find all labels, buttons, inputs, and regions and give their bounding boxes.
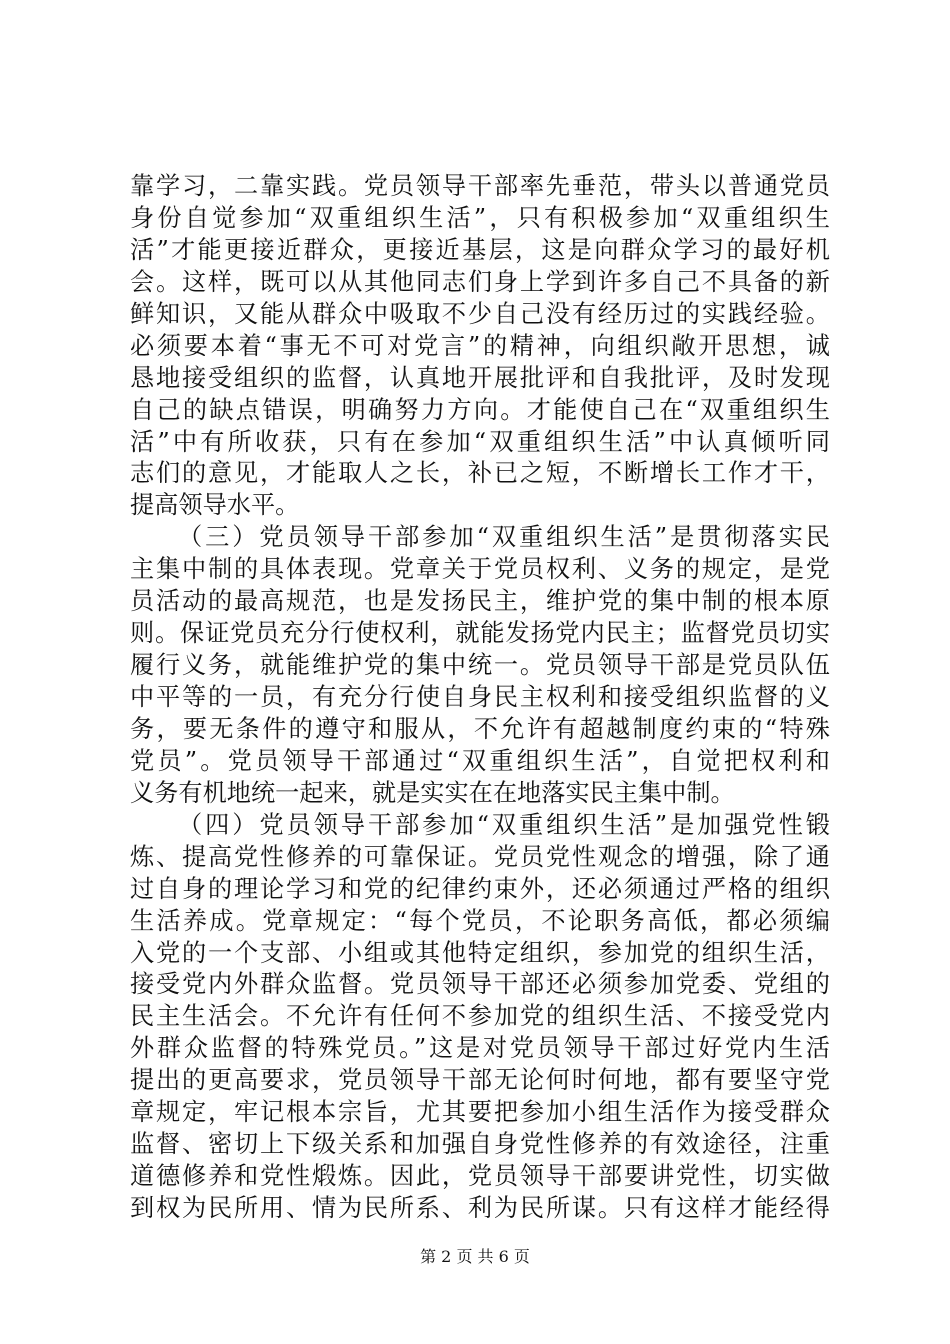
text-line: 外群众监督的特殊党员。”这是对党员领导干部过好党内生活 — [130, 1034, 830, 1063]
text-line: 党员”。党员领导干部通过“双重组织生活”，自觉把权利和 — [130, 746, 830, 775]
paragraph-1 — [130, 171, 830, 522]
paragraph-2 — [130, 522, 830, 809]
text-line: 道德修养和党性煅炼。因此，党员领导干部要讲党性，切实做 — [130, 1162, 830, 1191]
text-line: 身份自觉参加“双重组织生活”，只有积极参加“双重组织生 — [130, 203, 830, 232]
text-line: 必须要本着“事无不可对党言”的精神，向组织敞开思想，诚 — [130, 331, 830, 360]
text-line: （三）党员领导干部参加“双重组织生活”是贯彻落实民 — [178, 523, 830, 552]
text-line: 提高领导水平。 — [130, 491, 300, 520]
text-line: 则。保证党员充分行使权利，就能发扬党内民主；监督党员切实 — [130, 619, 830, 648]
text-line: 入党的一个支部、小组或其他特定组织，参加党的组织生活， — [130, 938, 830, 967]
text-line: 中平等的一员，有充分行使自身民主权利和接受组织监督的义 — [130, 683, 830, 711]
text-line: 志们的意见，才能取人之长，补已之短，不断增长工作才干， — [130, 459, 830, 488]
body-text — [130, 171, 830, 1225]
text-line: 自己的缺点错误，明确努力方向。才能使自己在“双重组织生 — [130, 395, 830, 424]
text-line: 鲜知识，又能从群众中吸取不少自己没有经历过的实践经验。 — [130, 299, 830, 328]
text-line: 民主生活会。不允许有任何不参加党的组织生活、不接受党内 — [130, 1002, 830, 1031]
text-line: 会。这样，既可以从其他同志们身上学到许多自己不具备的新 — [130, 267, 830, 296]
text-line: 靠学习，二靠实践。党员领导干部率先垂范，带头以普通党员 — [130, 172, 830, 200]
text-line: 过自身的理论学习和党的纪律约束外，还必须通过严格的组织 — [130, 874, 830, 903]
text-line: 履行义务，就能维护党的集中统一。党员领导干部是党员队伍 — [130, 651, 830, 680]
text-line: 活”才能更接近群众，更接近基层，这是向群众学习的最好机 — [130, 235, 830, 264]
page-number-footer: 第 2 页 共 6 页 — [420, 1247, 530, 1266]
text-line: 员活动的最高规范，也是发扬民主，维护党的集中制的根本原 — [130, 587, 830, 616]
paragraph-3 — [130, 810, 830, 1225]
text-line: 章规定，牢记根本宗旨，尤其要把参加小组生活作为接受群众 — [130, 1098, 830, 1127]
text-line: （四）党员领导干部参加“双重组织生活”是加强党性锻 — [178, 810, 830, 839]
text-line: 到权为民所用、情为民所系、利为民所谋。只有这样才能经得 — [130, 1194, 830, 1222]
text-line: 提出的更高要求，党员领导干部无论何时何地，都有要坚守党 — [130, 1066, 830, 1095]
text-line: 监督、密切上下级关系和加强自身党性修养的有效途径，注重 — [130, 1130, 830, 1159]
text-line: 义务有机地统一起来，就是实实在在地落实民主集中制。 — [130, 778, 735, 807]
text-line: 主集中制的具体表现。党章关于党员权利、义务的规定，是党 — [130, 555, 830, 584]
text-line: 接受党内外群众监督。党员领导干部还必须参加党委、党组的 — [130, 970, 830, 999]
text-line: 炼、提高党性修养的可靠保证。党员党性观念的增强，除了通 — [130, 842, 830, 871]
text-line: 生活养成。党章规定：“每个党员，不论职务高低，都必须编 — [130, 906, 830, 935]
text-line: 活”中有所收获，只有在参加“双重组织生活”中认真倾听同 — [130, 427, 830, 456]
text-line: 务，要无条件的遵守和服从，不允许有超越制度约束的“特殊 — [130, 714, 830, 743]
text-line: 恳地接受组织的监督，认真地开展批评和自我批评，及时发现 — [130, 363, 830, 392]
